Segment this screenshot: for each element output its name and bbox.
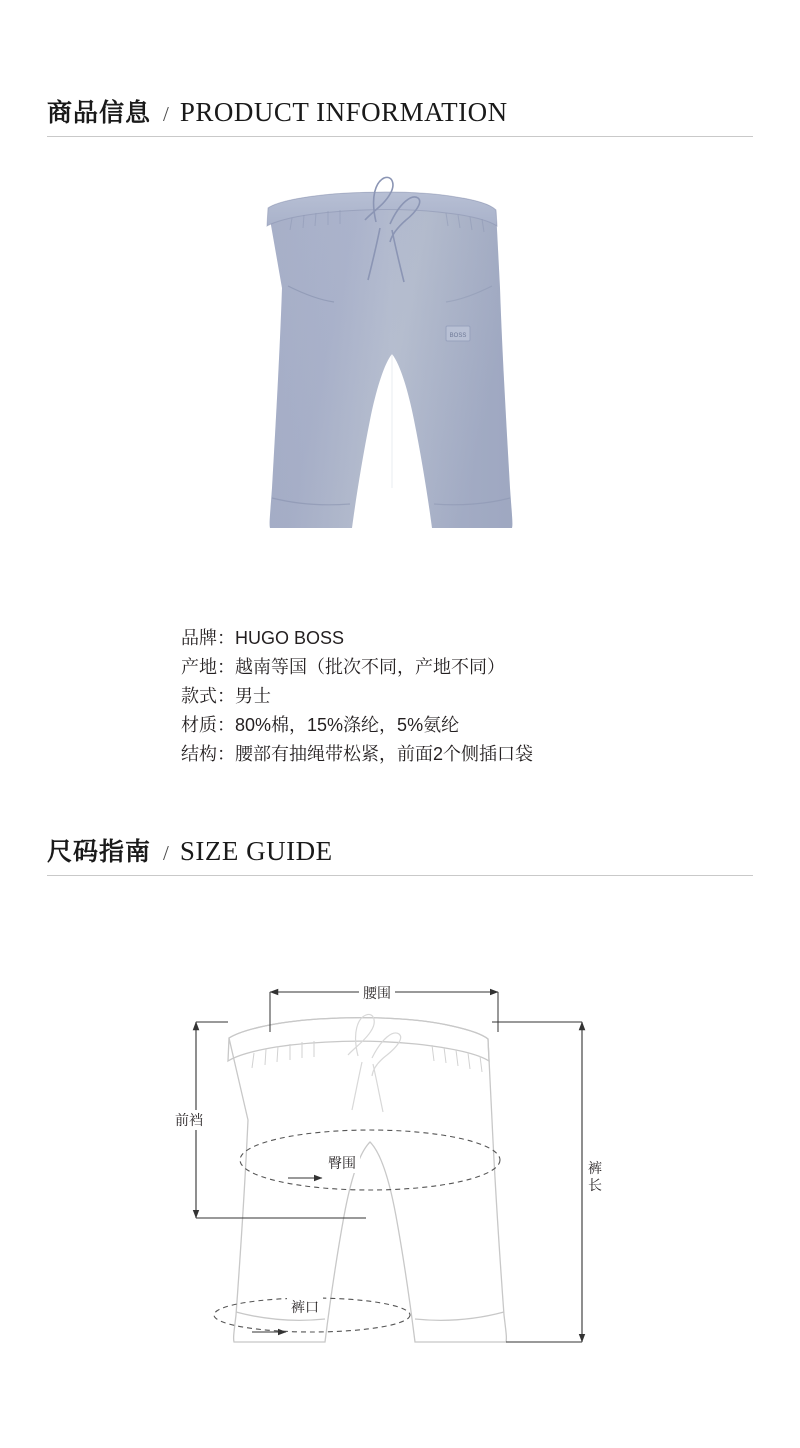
product-information-title-en: PRODUCT INFORMATION (179, 97, 508, 127)
dimension-label-leg-opening: 裤口 (287, 1297, 323, 1317)
dimension-label-front-rise: 前裆 (171, 1110, 207, 1130)
spec-row (181, 740, 741, 769)
spec-row (181, 624, 741, 653)
spec-label: 款式： (181, 686, 235, 706)
spec-value: 80%棉，15%涤纶，5%氨纶 (235, 715, 460, 735)
pant-length-dimension (492, 1022, 582, 1342)
size-guide-titles (47, 832, 753, 868)
product-photo (200, 168, 600, 588)
spec-label: 结构： (181, 744, 235, 764)
size-diagram-illustration (170, 960, 640, 1360)
product-information-title-cn: 商品信息 (47, 99, 152, 127)
shorts-outline (228, 1018, 506, 1342)
product-information-title-separator: / (163, 102, 169, 126)
spec-value: 腰部有抽绳带松紧，前面2个侧插口袋 (235, 744, 534, 764)
size-guide-title-separator: / (163, 841, 169, 865)
dimension-label-waist: 腰围 (359, 983, 395, 1003)
spec-row (181, 682, 741, 711)
size-guide-section-header (47, 832, 753, 876)
brand-patch (446, 326, 470, 341)
front-rise-dimension (196, 1022, 366, 1218)
spec-label: 材质： (181, 715, 235, 735)
spec-row (181, 653, 741, 682)
product-information-section-header (47, 93, 753, 137)
size-guide-title-cn: 尺码指南 (47, 838, 152, 866)
product-spec-list (181, 624, 741, 769)
spec-row (181, 711, 741, 740)
spec-label: 品牌： (181, 628, 235, 648)
outline-drawstring (348, 1014, 401, 1112)
shorts-photo-illustration (200, 168, 600, 588)
dimension-label-pant-length: 裤 长 (584, 1160, 600, 1194)
product-information-titles (47, 93, 753, 129)
spec-value: 男士 (235, 686, 271, 706)
spec-value: HUGO BOSS (235, 628, 345, 648)
spec-value: 越南等国（批次不同，产地不同） (235, 657, 505, 677)
dimension-label-hip: 臀围 (324, 1153, 360, 1173)
size-guide-divider (47, 875, 753, 876)
shorts-shading (268, 192, 512, 528)
size-guide-title-en: SIZE GUIDE (179, 836, 333, 866)
product-information-divider (47, 136, 753, 137)
spec-label: 产地： (181, 657, 235, 677)
size-measurement-diagram (170, 960, 640, 1360)
brand-patch-text: BOSS (449, 333, 467, 339)
hip-dimension (240, 1130, 500, 1190)
